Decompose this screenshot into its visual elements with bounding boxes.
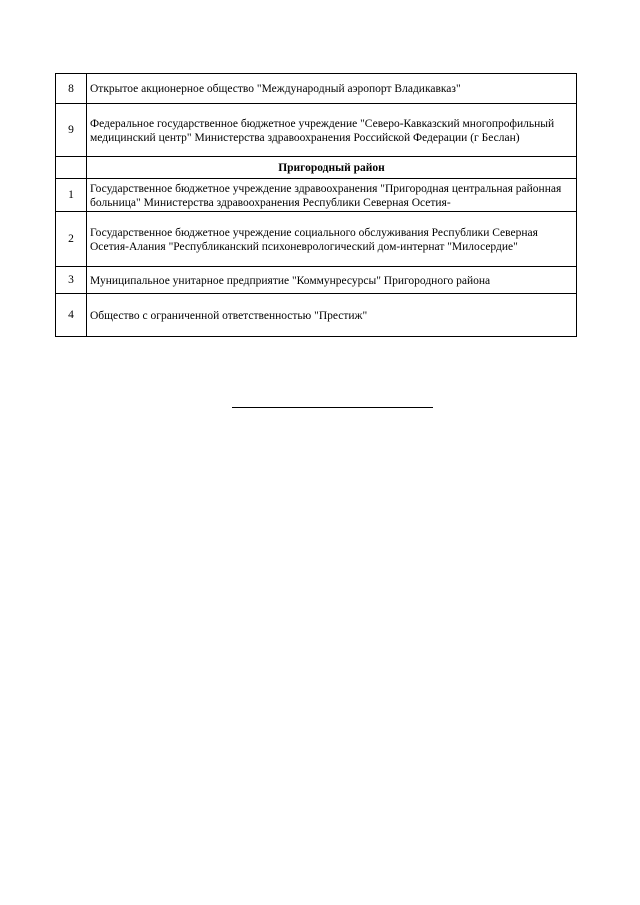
row-number: 9 bbox=[56, 104, 87, 157]
closing-separator-line bbox=[232, 407, 433, 408]
table-row bbox=[56, 179, 577, 212]
table-row bbox=[56, 74, 577, 104]
row-number: 3 bbox=[56, 267, 87, 294]
table-row bbox=[56, 212, 577, 267]
empty-cell bbox=[56, 157, 87, 179]
section-header-row bbox=[56, 157, 577, 179]
section-title: Пригородный район bbox=[87, 157, 577, 179]
organization-name: Муниципальное унитарное предприятие "Коммунресурсы" Пригородного района bbox=[87, 267, 577, 294]
organization-name: Открытое акционерное общество "Международный аэропорт Владикавказ" bbox=[87, 74, 577, 104]
row-number: 2 bbox=[56, 212, 87, 267]
organization-name: Государственное бюджетное учреждение здравоохранения "Пригородная центральная районная больница" Министерства здравоохранения Республики Северная Осетия- bbox=[90, 182, 562, 209]
row-number: 1 bbox=[56, 179, 87, 212]
table-row bbox=[56, 267, 577, 294]
organization-name: Государственное бюджетное учреждение социального обслуживания Республики Северная Осетия-Алания "Республиканский психоневрологический дом-интернат "Милосердие" bbox=[87, 212, 577, 267]
table-row bbox=[56, 104, 577, 157]
organization-name: Общество с ограниченной ответственностью "Престиж" bbox=[87, 294, 577, 337]
organization-name-cell bbox=[87, 179, 577, 212]
table-row bbox=[56, 294, 577, 337]
row-number: 4 bbox=[56, 294, 87, 337]
organizations-table bbox=[55, 73, 577, 337]
organization-name: Федеральное государственное бюджетное учреждение "Северо-Кавказский многопрофильный медицинский центр" Министерства здравоохранения Российской Федерации (г Беслан) bbox=[87, 104, 577, 157]
row-number: 8 bbox=[56, 74, 87, 104]
